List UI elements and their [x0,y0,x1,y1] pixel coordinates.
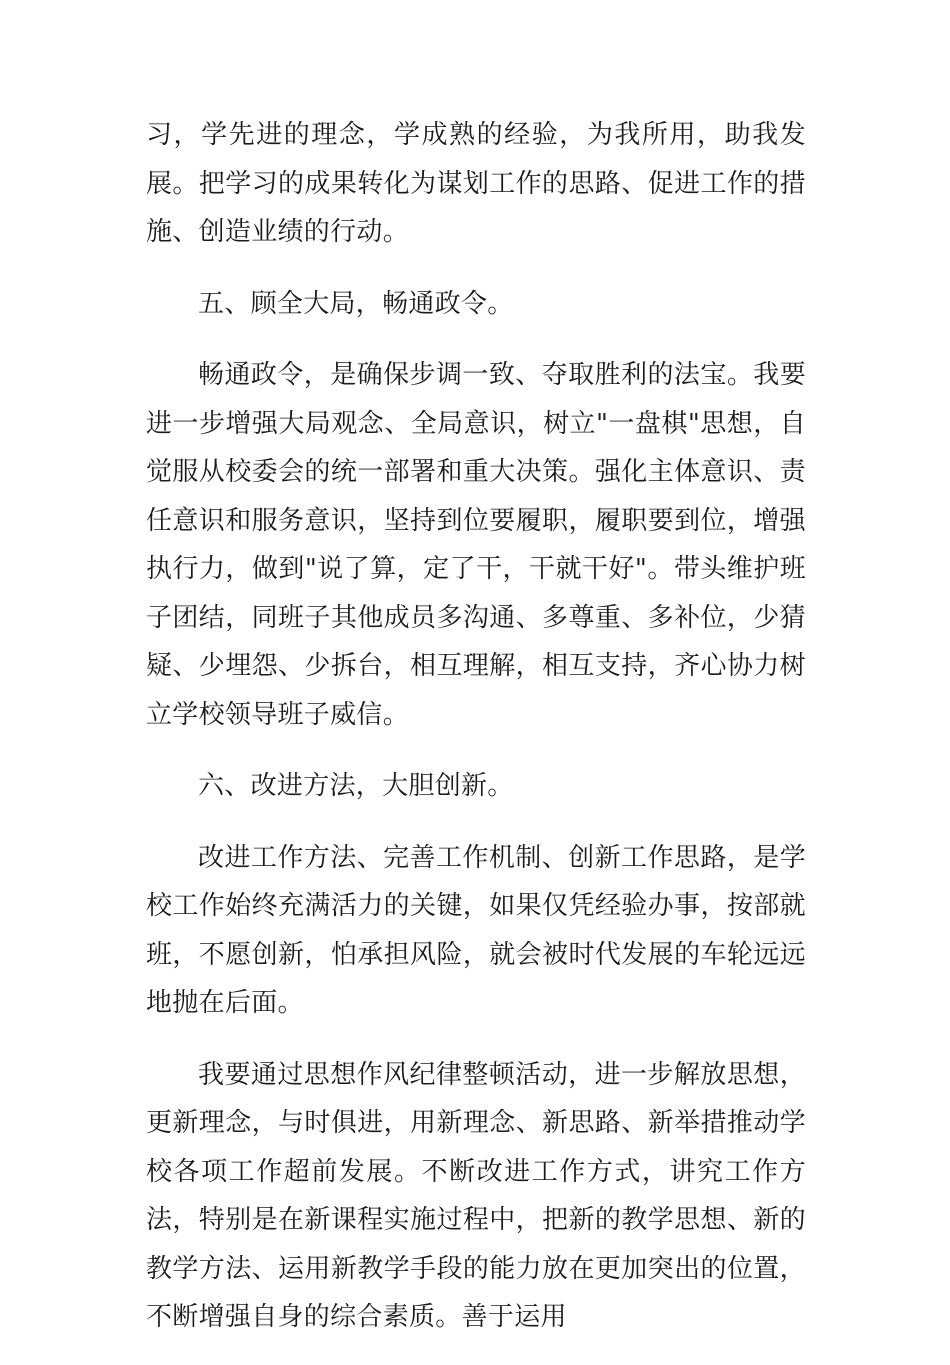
paragraph-3: 改进工作方法、完善工作机制、创新工作思路，是学校工作始终充满活力的关键，如果仅凭经验办事，按部就班，不愿创新，怕承担风险，就会被时代发展的车轮远远地抛在后面。 [146,842,806,1018]
document-body [146,111,806,1365]
paragraph-1: 习，学先进的理念，学成熟的经验，为我所用，助我发展。把学习的成果转化为谋划工作的思路、促进工作的措施、创造业绩的行动。 [146,120,806,247]
section-heading-6: 六、改进方法，大胆创新。 [198,771,514,801]
paragraph-2: 畅通政令，是确保步调一致、夺取胜利的法宝。我要进一步增强大局观念、全局意识，树立"一盘棋"思想，自觉服从校委会的统一部署和重大决策。强化主体意识、责任意识和服务意识，坚持到位要履职，履职要到位，增强执行力，做到"说了算，定了干，干就干好"。带头维护班子团结，同班子其他成员多沟通、多尊重、多补位，少猜疑、少埋怨、少拆台，相互理解，相互支持，齐心协力树立学校领导班子威信。 [146,360,806,730]
section-heading-5: 五、顾全大局，畅通政令。 [198,288,514,319]
paragraph-4: 我要通过思想作风纪律整顿活动，进一步解放思想，更新理念，与时俱进，用新理念、新思路、新举措推动学校各项工作超前发展。不断改进工作方式，讲究工作方法，特别是在新课程实施过程中，把新的教学思想、新的教学方法、运用新教学手段的能力放在更加突出的位置，不断增强自身的综合素质。善于运用 [146,1059,806,1332]
